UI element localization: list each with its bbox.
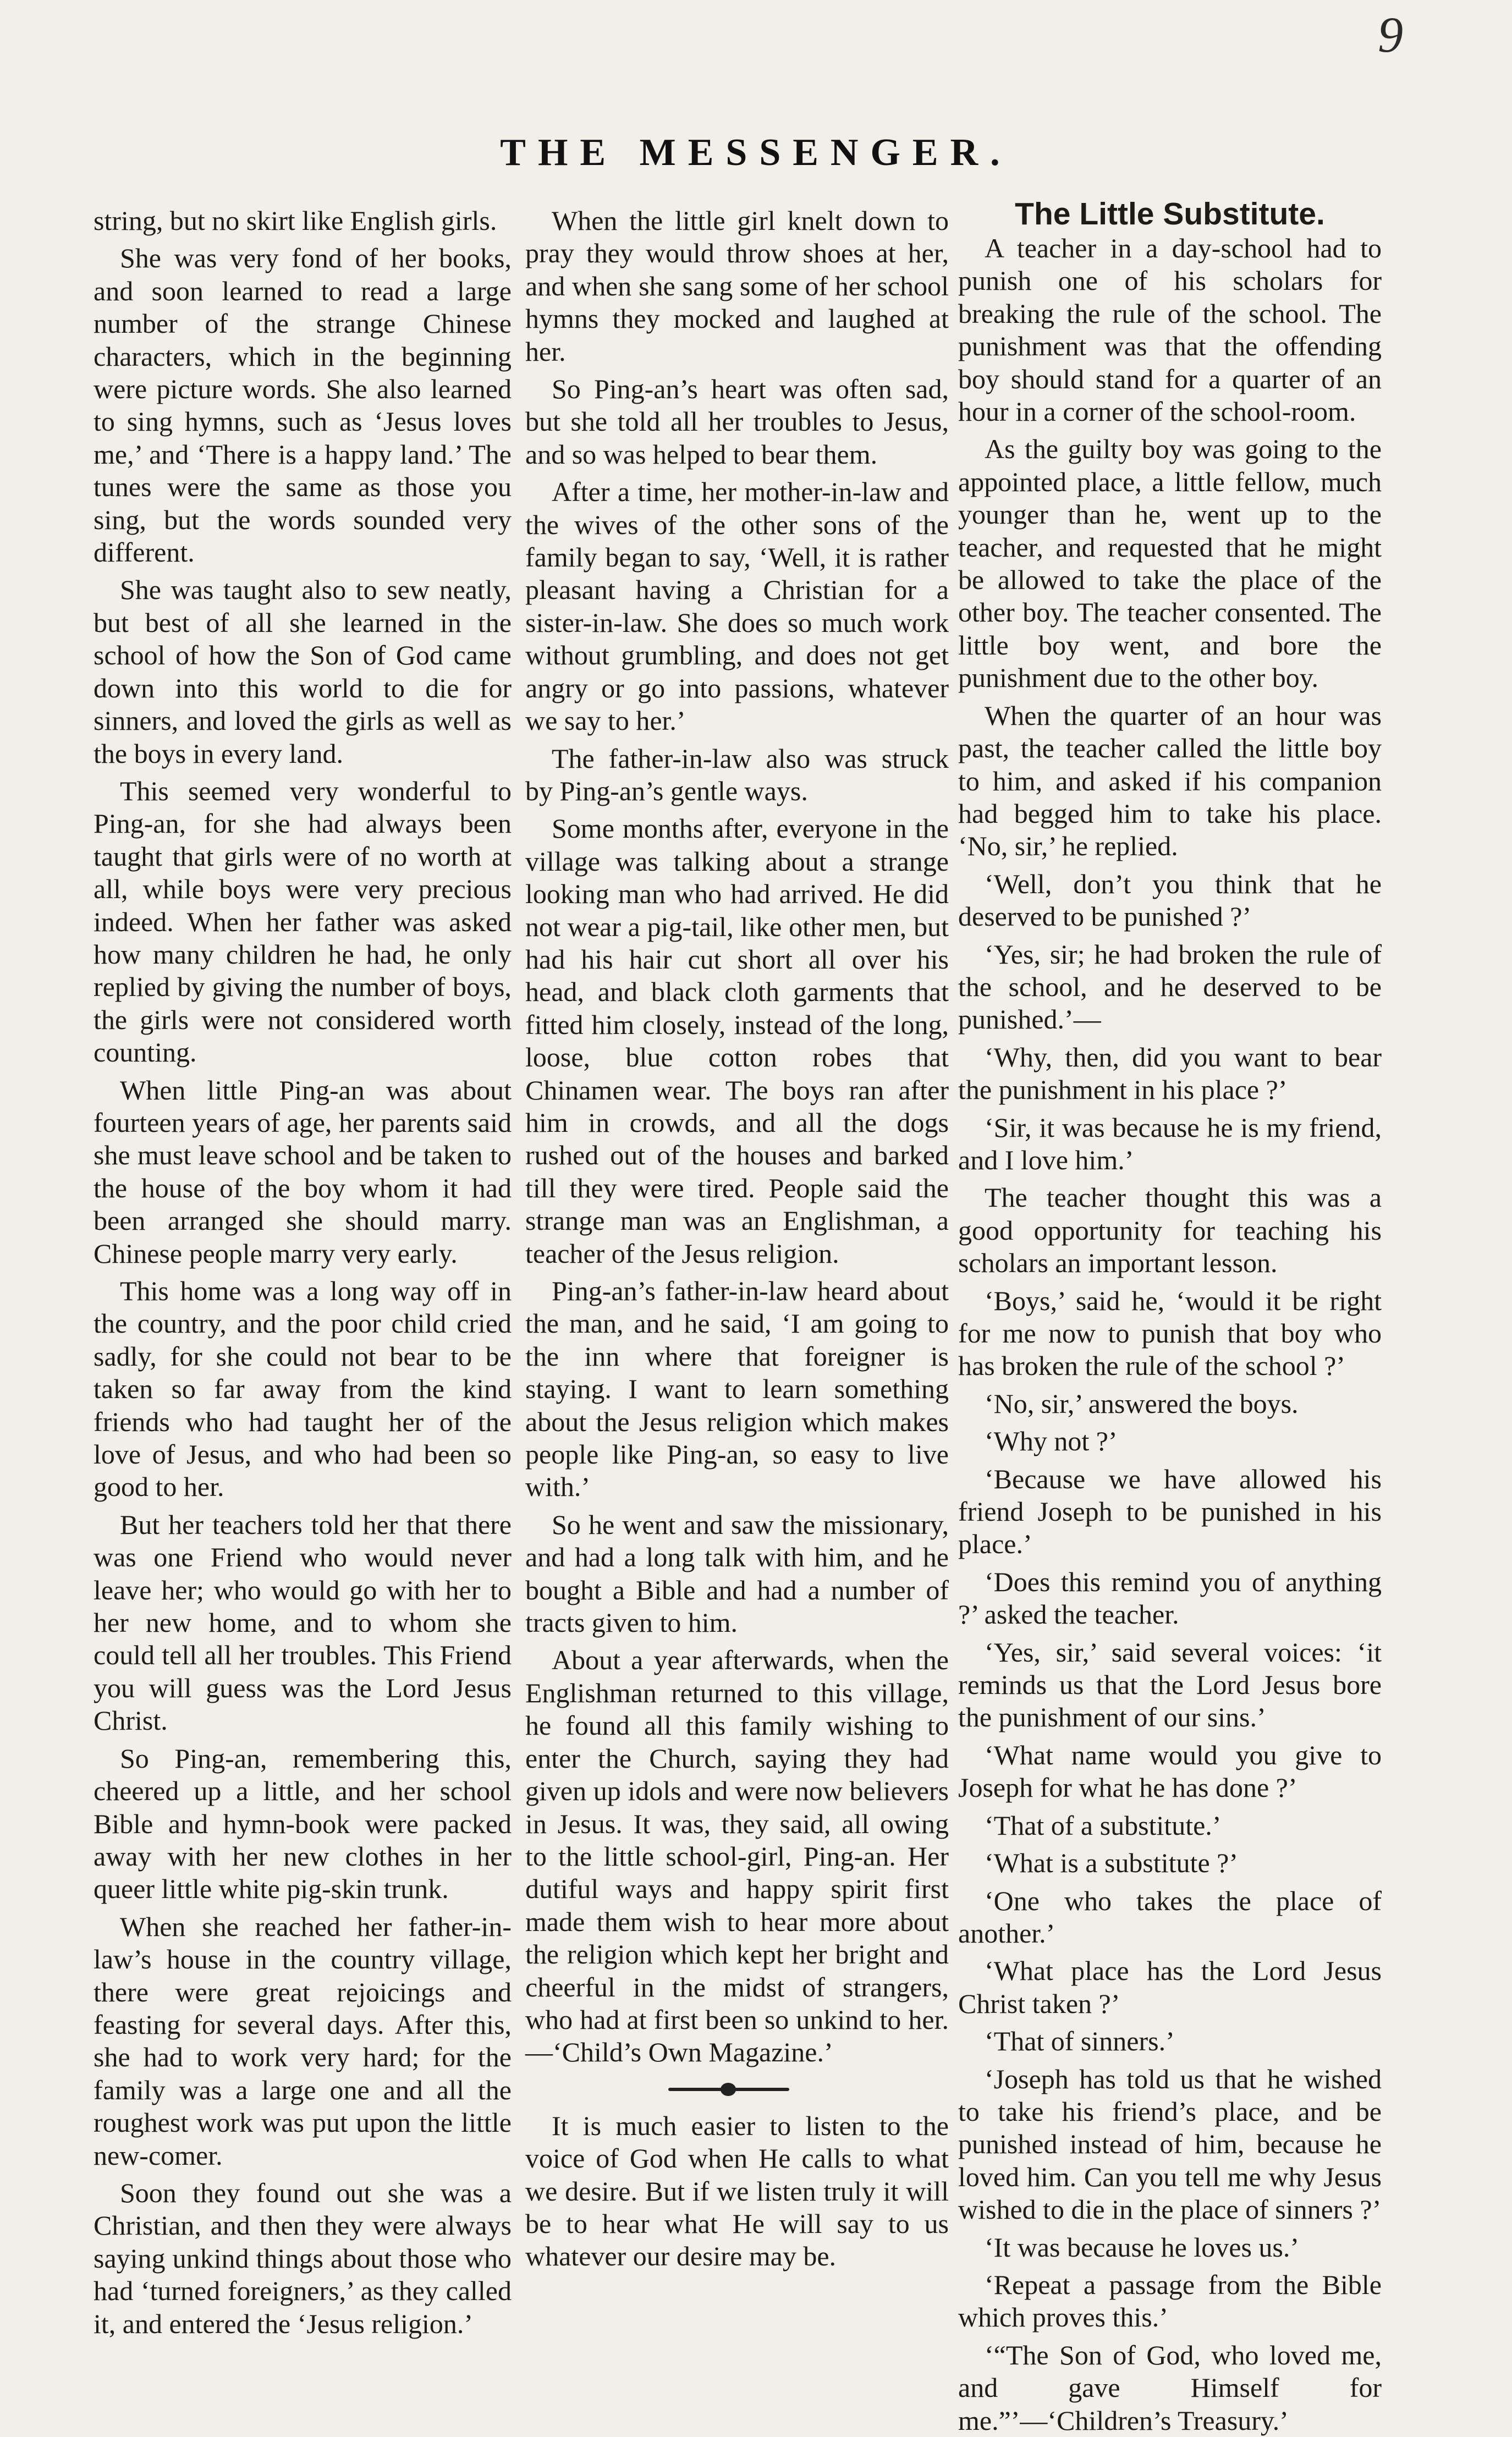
paragraph: ‘“The Son of God, who loved me, and gave Himself for me.”’—‘Children’s Treasury.’ (958, 2339, 1382, 2436)
paragraph: ‘Because we have allowed his friend Joseph to be punished in his place.’ (958, 1463, 1382, 1560)
paragraph: string, but no skirt like English girls. (94, 205, 497, 236)
paragraph: About a year afterwards, when the Englishman returned to this village, he found all this family wishing to enter the Church, saying they had given up idols and were now believers in Jesus. It was, they said, all owing to the little school-girl, Ping-an. Her dutiful ways and happy spirit first made them wish to hear more about the religion which kept her bright and cheerful in the midst of strangers, who had at first been so unkind to her.—‘Child’s Own Magazine.’ (525, 1644, 949, 2068)
paragraph: ‘Why, then, did you want to bear the punishment in his place ?’ (958, 1041, 1382, 1105)
paragraph: Ping-an’s father-in-law heard about the man, and he said, ‘I am going to the inn where that foreigner is staying. I want to learn something about the Jesus religion which makes people like Ping-an, so easy to live with.’ (525, 1275, 949, 1503)
paragraph: As the guilty boy was going to the appointed place, a little fellow, much younger than he, went up to the teacher, and requested that he might be allowed to take the place of the other boy. The teacher consented. The little boy went, and bore the punishment due to the other boy. (958, 433, 1382, 694)
paragraph: ‘Does this remind you of anything ?’ asked the teacher. (958, 1566, 1382, 1630)
paragraph: ‘Boys,’ said he, ‘would it be right for me now to punish that boy who has broken the rule of the school ?’ (958, 1285, 1382, 1382)
paragraph: When she reached her father-in-law’s house in the country village, there were great rejoicings and feasting for several days. After this, she had to work very hard; for the family was a large one and all the roughest work was put upon the little new-comer. (94, 1911, 512, 2171)
column-3 (958, 196, 1382, 2436)
paragraph: She was very fond of her books, and soon learned to read a large number of the strange Chinese characters, which in the beginning were picture words. She also learned to sing hymns, such as ‘Jesus loves me,’ and ‘There is a happy land.’ The tunes were the same as those you sing, but the words sounded very different. (94, 243, 512, 568)
paragraph: After a time, her mother-in-law and the wives of the other sons of the family began to say, ‘Well, it is rather pleasant having a Christian for a sister-in-law. She does so much work without grumbling, and does not get angry or go into passions, whatever we say to her.’ (525, 476, 949, 736)
paragraph: This home was a long way off in the country, and the poor child cried sadly, for she could not bear to be taken so far away from the kind friends who had taught her of the love of Jesus, and who had been so good to her. (94, 1275, 512, 1503)
paragraph: So he went and saw the missionary, and had a long talk with him, and he bought a Bible and had a number of tracts given to him. (525, 1509, 949, 1638)
paragraph: ‘Joseph has told us that he wished to take his friend’s place, and be punished instead of him, because he loved him. Can you tell me why Jesus wished to die in the place of sinners ?’ (958, 2063, 1382, 2225)
paragraph: ‘Well, don’t you think that he deserved to be punished ?’ (958, 868, 1382, 932)
paragraph: She was taught also to sew neatly, but best of all she learned in the school of how the Son of God came down into this world to die for sinners, and loved the girls as well as the boys in every land. (94, 574, 512, 769)
paragraph: So Ping-an, remembering this, cheered up a little, and her school Bible and hymn-book were packed away with her new clothes in her queer little white pig-skin trunk. (94, 1742, 512, 1905)
paragraph: But her teachers told her that there was one Friend who would never leave her; who would go with her to her new home, and to whom she could tell all her troubles. This Friend you will guess was the Lord Jesus Christ. (94, 1509, 512, 1736)
paragraph: It is much easier to listen to the voice of God when He calls to what we desire. But if we listen truly it will be to hear what He will say to us whatever our desire may be. (525, 2110, 949, 2272)
divider-ornament (721, 2083, 736, 2096)
paragraph: When little Ping-an was about fourteen years of age, her parents said she must leave school and be taken to the house of the boy whom it had been arranged she should marry. Chinese people marry very early. (94, 1074, 512, 1269)
paragraph: The teacher thought this was a good opportunity for teaching his scholars an important lesson. (958, 1182, 1382, 1279)
paragraph: ‘Yes, sir,’ said several voices: ‘it reminds us that the Lord Jesus bore the punishment of our sins.’ (958, 1636, 1382, 1733)
paragraph: ‘That of sinners.’ (985, 2026, 1175, 2057)
paragraph: This seemed very wonderful to Ping-an, for she had always been taught that girls were of no worth at all, while boys were very precious indeed. When her father was asked how many children he had, he only replied by giving the number of boys, the girls were not considered worth counting. (94, 775, 512, 1068)
paragraph: ‘What is a substitute ?’ (985, 1847, 1238, 1879)
paragraph: ‘That of a substitute.’ (985, 1809, 1222, 1841)
paragraph: ‘What name would you give to Joseph for what he has done ?’ (958, 1739, 1382, 1803)
column-1 (94, 205, 512, 2339)
paragraph: ‘Why not ?’ (985, 1426, 1118, 1457)
paragraph: The father-in-law also was struck by Ping-an’s gentle ways. (525, 742, 949, 806)
page-number: 9 (1378, 7, 1403, 63)
paragraph: A teacher in a day-school had to punish one of his scholars for breaking the rule of the school. The punishment was that the offending boy should stand for a quarter of an hour in a corner of the school-room. (958, 233, 1382, 427)
paragraph: ‘No, sir,’ answered the boys. (985, 1388, 1299, 1419)
article-title: The Little Substitute. (1015, 196, 1325, 232)
paragraph: ‘Yes, sir; he had broken the rule of the school, and he deserved to be punished.’— (958, 938, 1382, 1035)
paragraph: Soon they found out she was a Christian, and then they were always saying unkind things about those who had ‘turned foreigners,’ as they called it, and entered the ‘Jesus religion.’ (94, 2177, 512, 2339)
section-divider (525, 2078, 949, 2100)
paragraph: ‘It was because he loves us.’ (985, 2231, 1300, 2263)
paragraph: ‘One who takes the place of another.’ (958, 1885, 1382, 1949)
paragraph: So Ping-an’s heart was often sad, but she told all her troubles to Jesus, and so was helped to bear them. (525, 373, 949, 470)
masthead: THE MESSENGER. (500, 131, 1012, 174)
paragraph: ‘What place has the Lord Jesus Christ taken ?’ (958, 1955, 1382, 2019)
paragraph: ‘Repeat a passage from the Bible which proves this.’ (958, 2269, 1382, 2333)
paragraph: When the quarter of an hour was past, the teacher called the little boy to him, and asked if his companion had begged him to take his place. ‘No, sir,’ he replied. (958, 700, 1382, 862)
paragraph: When the little girl knelt down to pray they would throw shoes at her, and when she sang some of her school hymns they mocked and laughed at her. (525, 205, 949, 367)
paragraph: Some months after, everyone in the village was talking about a strange looking man who had arrived. He did not wear a pig-tail, like other men, but had his hair cut short all over his head, and black cloth garments that fitted him closely, instead of the long, loose, blue cotton robes that Chinamen wear. The boys ran after him in crowds, and all the dogs rushed out of the houses and barked till they were tired. People said the strange man was an Englishman, a teacher of the Jesus religion. (525, 813, 949, 1269)
column-2 (525, 205, 949, 2272)
paragraph: ‘Sir, it was because he is my friend, and I love him.’ (958, 1112, 1382, 1175)
